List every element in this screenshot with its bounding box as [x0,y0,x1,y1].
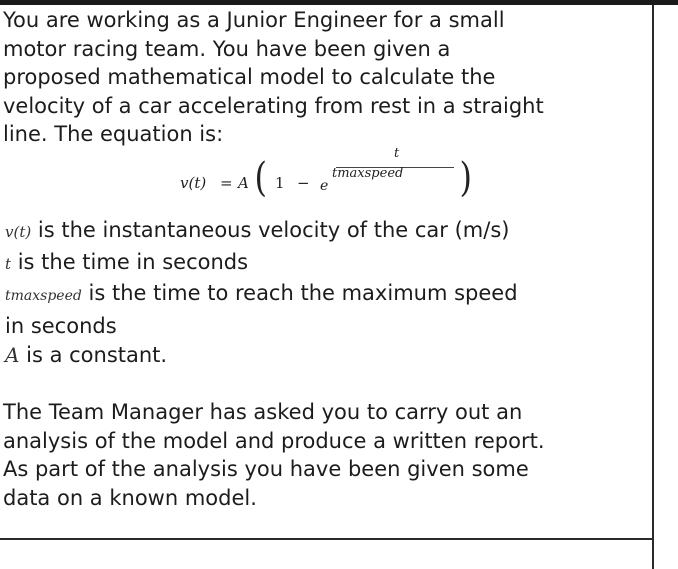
variable-definitions [5,216,650,371]
equation-base: e [320,178,329,194]
definition-text: is the time to reach the maximum speed [81,281,518,306]
intro-line: You are working as a Junior Engineer for a small [3,8,505,32]
equation-lhs: v(t) [180,174,207,192]
report-line: analysis of the model and produce a written report. [3,428,545,453]
equation-constant: A [238,174,249,192]
intro-line: motor racing team. You have been given a [3,36,451,61]
equation-open-paren: ( [254,155,268,201]
definition-symbol: t [5,254,12,273]
definition-symbol: v(t) [5,223,32,241]
right-border [652,5,654,569]
report-paragraph [3,398,648,512]
definition-text: is the time in seconds [11,249,249,274]
equation-equals: = [220,174,233,192]
definition-text: is a constant. [19,343,168,368]
definition-row [5,279,650,312]
velocity-equation [180,146,480,210]
exponent-denominator: tmaxspeed [332,166,404,181]
intro-paragraph [3,6,648,149]
intro-line: line. The equation is: [3,122,224,147]
intro-line: velocity of a car accelerating from rest in a straight [3,93,544,118]
definition-symbol: tmaxspeed [5,288,82,305]
intro-line: proposed mathematical model to calculate the [3,65,496,90]
report-line: The Team Manager has asked you to carry out an [3,400,523,424]
definition-symbol: A [5,343,20,368]
definition-row [5,312,650,342]
definition-text: in seconds [5,313,117,338]
definition-row [5,216,650,248]
report-line: data on a known model. [3,485,257,510]
top-border [0,0,678,5]
bottom-border [0,538,654,540]
exponent-numerator: t [394,146,400,161]
equation-minus: − [297,174,310,192]
equation-close-paren: ) [459,155,473,201]
definition-text: is the instantaneous velocity of the car (m/s) [31,218,510,242]
definition-row [5,248,650,280]
definition-row [5,341,650,371]
equation-one: 1 [275,174,285,192]
report-line: As part of the analysis you have been given some [3,457,529,482]
